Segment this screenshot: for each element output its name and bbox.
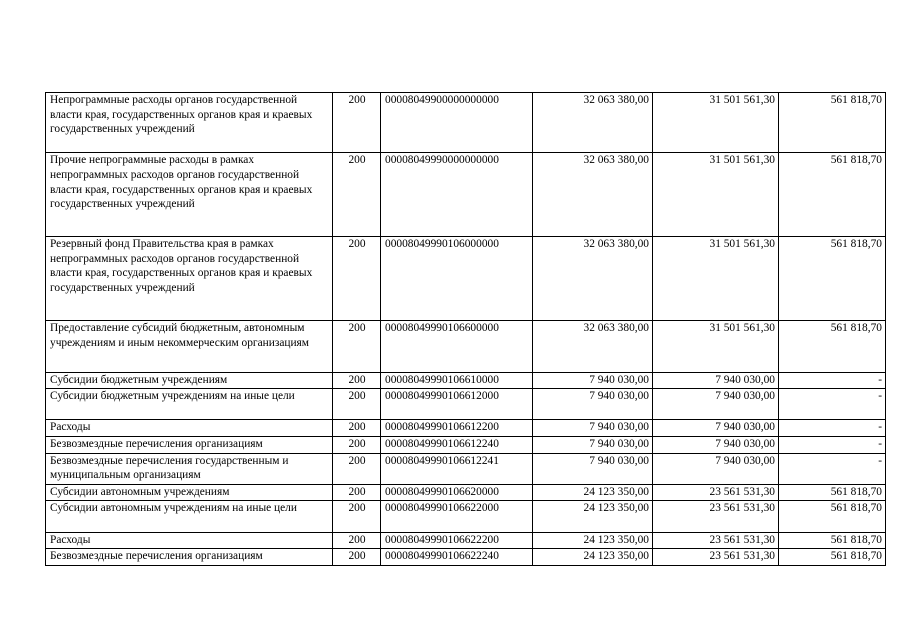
- table-row: [46, 93, 886, 153]
- row-unexecuted-amount-cell: -: [779, 436, 886, 453]
- row-executed-amount-cell: 23 561 531,30: [653, 484, 779, 501]
- table-row: [46, 389, 886, 420]
- row-unexecuted-amount-cell: 561 818,70: [779, 93, 886, 153]
- row-name-cell: Непрограммные расходы органов государственной власти края, государственных органов края и краевых государственных учреждений: [46, 93, 333, 153]
- row-executed-amount-cell: 23 561 531,30: [653, 532, 779, 549]
- table-row: [46, 420, 886, 437]
- budget-table: [45, 92, 886, 566]
- row-executed-amount-cell: 7 940 030,00: [653, 372, 779, 389]
- row-unexecuted-amount-cell: -: [779, 389, 886, 420]
- row-unexecuted-amount-cell: 561 818,70: [779, 532, 886, 549]
- row-name-cell: Расходы: [46, 420, 333, 437]
- row-code-cell: 200: [333, 436, 381, 453]
- table-row: [46, 372, 886, 389]
- row-approved-amount-cell: 32 063 380,00: [533, 153, 653, 237]
- table-row: [46, 549, 886, 566]
- row-code-cell: 200: [333, 320, 381, 372]
- row-executed-amount-cell: 23 561 531,30: [653, 501, 779, 532]
- row-name-cell: Безвозмездные перечисления организациям: [46, 549, 333, 566]
- table-row: [46, 153, 886, 237]
- row-code-cell: 200: [333, 389, 381, 420]
- row-unexecuted-amount-cell: 561 818,70: [779, 549, 886, 566]
- table-row: [46, 320, 886, 372]
- row-executed-amount-cell: 7 940 030,00: [653, 389, 779, 420]
- row-name-cell: Субсидии автономным учреждениям: [46, 484, 333, 501]
- row-code-cell: 200: [333, 453, 381, 484]
- table-row: [46, 501, 886, 532]
- row-code-cell: 200: [333, 420, 381, 437]
- row-name-cell: Прочие непрограммные расходы в рамках непрограммных расходов органов государственной власти края, государственных органов края и краевых государственных учреждений: [46, 153, 333, 237]
- row-name-cell: Предоставление субсидий бюджетным, автономным учреждениям и иным некоммерческим организациям: [46, 320, 333, 372]
- row-approved-amount-cell: 32 063 380,00: [533, 237, 653, 321]
- row-classification-code-cell: 00008049990106610000: [381, 372, 533, 389]
- row-executed-amount-cell: 31 501 561,30: [653, 237, 779, 321]
- row-classification-code-cell: 00008049990106600000: [381, 320, 533, 372]
- row-unexecuted-amount-cell: 561 818,70: [779, 153, 886, 237]
- row-approved-amount-cell: 7 940 030,00: [533, 436, 653, 453]
- row-code-cell: 200: [333, 153, 381, 237]
- row-unexecuted-amount-cell: 561 818,70: [779, 237, 886, 321]
- row-executed-amount-cell: 7 940 030,00: [653, 420, 779, 437]
- row-name-cell: Субсидии бюджетным учреждениям: [46, 372, 333, 389]
- row-classification-code-cell: 00008049990106612240: [381, 436, 533, 453]
- row-name-cell: Расходы: [46, 532, 333, 549]
- row-classification-code-cell: 00008049990106622240: [381, 549, 533, 566]
- row-name-cell: Резервный фонд Правительства края в рамках непрограммных расходов органов государственной власти края, государственных органов края и краевых государственных учреждений: [46, 237, 333, 321]
- row-code-cell: 200: [333, 549, 381, 566]
- row-name-cell: Безвозмездные перечисления организациям: [46, 436, 333, 453]
- row-unexecuted-amount-cell: 561 818,70: [779, 501, 886, 532]
- row-classification-code-cell: 00008049900000000000: [381, 93, 533, 153]
- row-unexecuted-amount-cell: -: [779, 453, 886, 484]
- row-classification-code-cell: 00008049990106000000: [381, 237, 533, 321]
- table-row: [46, 453, 886, 484]
- row-code-cell: 200: [333, 501, 381, 532]
- row-executed-amount-cell: 23 561 531,30: [653, 549, 779, 566]
- row-classification-code-cell: 00008049990000000000: [381, 153, 533, 237]
- row-code-cell: 200: [333, 237, 381, 321]
- row-approved-amount-cell: 24 123 350,00: [533, 484, 653, 501]
- row-unexecuted-amount-cell: 561 818,70: [779, 484, 886, 501]
- row-approved-amount-cell: 7 940 030,00: [533, 372, 653, 389]
- budget-table-body: [46, 93, 886, 566]
- row-executed-amount-cell: 31 501 561,30: [653, 93, 779, 153]
- row-code-cell: 200: [333, 484, 381, 501]
- row-code-cell: 200: [333, 532, 381, 549]
- table-row: [46, 484, 886, 501]
- table-row: [46, 237, 886, 321]
- row-classification-code-cell: 00008049990106622200: [381, 532, 533, 549]
- row-classification-code-cell: 00008049990106620000: [381, 484, 533, 501]
- row-unexecuted-amount-cell: -: [779, 420, 886, 437]
- row-executed-amount-cell: 7 940 030,00: [653, 436, 779, 453]
- row-approved-amount-cell: 24 123 350,00: [533, 501, 653, 532]
- row-approved-amount-cell: 32 063 380,00: [533, 93, 653, 153]
- row-name-cell: Субсидии автономным учреждениям на иные цели: [46, 501, 333, 532]
- row-approved-amount-cell: 7 940 030,00: [533, 389, 653, 420]
- row-code-cell: 200: [333, 93, 381, 153]
- row-unexecuted-amount-cell: 561 818,70: [779, 320, 886, 372]
- row-executed-amount-cell: 7 940 030,00: [653, 453, 779, 484]
- row-executed-amount-cell: 31 501 561,30: [653, 153, 779, 237]
- row-approved-amount-cell: 24 123 350,00: [533, 549, 653, 566]
- row-unexecuted-amount-cell: -: [779, 372, 886, 389]
- row-name-cell: Безвозмездные перечисления государственным и муниципальным организациям: [46, 453, 333, 484]
- row-classification-code-cell: 00008049990106612241: [381, 453, 533, 484]
- row-approved-amount-cell: 7 940 030,00: [533, 453, 653, 484]
- row-classification-code-cell: 00008049990106612200: [381, 420, 533, 437]
- table-row: [46, 532, 886, 549]
- row-name-cell: Субсидии бюджетным учреждениям на иные цели: [46, 389, 333, 420]
- row-classification-code-cell: 00008049990106622000: [381, 501, 533, 532]
- row-approved-amount-cell: 7 940 030,00: [533, 420, 653, 437]
- row-code-cell: 200: [333, 372, 381, 389]
- row-approved-amount-cell: 24 123 350,00: [533, 532, 653, 549]
- row-classification-code-cell: 00008049990106612000: [381, 389, 533, 420]
- table-row: [46, 436, 886, 453]
- row-executed-amount-cell: 31 501 561,30: [653, 320, 779, 372]
- row-approved-amount-cell: 32 063 380,00: [533, 320, 653, 372]
